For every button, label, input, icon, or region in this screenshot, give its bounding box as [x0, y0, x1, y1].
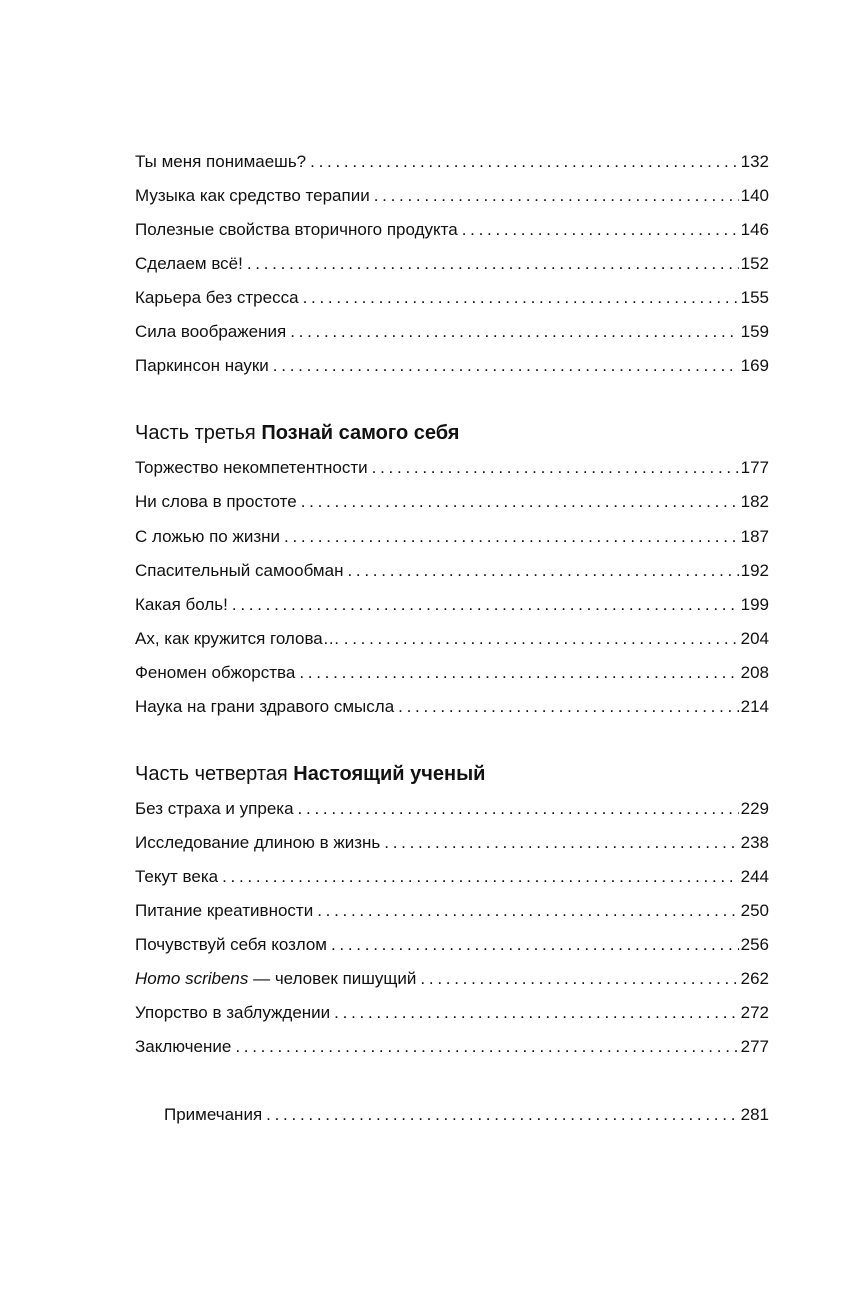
toc-entry — [135, 184, 769, 208]
entry-title: С ложью по жизни — [135, 527, 281, 546]
toc-entry — [135, 627, 769, 651]
dot-leader — [235, 1035, 738, 1059]
entry-title: Упорство в заблуждении — [135, 1003, 331, 1022]
toc-entry — [135, 490, 769, 514]
toc-entry — [135, 797, 769, 821]
dot-leader — [247, 252, 739, 276]
entry-title: Ты меня понимаешь? — [135, 152, 307, 171]
dot-leader — [301, 490, 739, 514]
entry-page: 208 — [740, 663, 769, 682]
dot-leader — [273, 354, 739, 378]
toc-entry — [135, 252, 769, 276]
entry-title: Заключение — [135, 1037, 232, 1056]
toc-entry — [135, 150, 769, 174]
toc-entry — [135, 525, 769, 549]
entry-page: 177 — [740, 458, 769, 477]
toc-entry — [135, 933, 769, 957]
entry-title: Сила воображения — [135, 322, 287, 341]
entry-title: Почувствуй себя козлом — [135, 935, 327, 954]
dot-leader — [298, 797, 739, 821]
entry-title: Ах, как кружится голова… — [135, 629, 340, 648]
entry-page: 155 — [740, 288, 769, 307]
entry-page: 214 — [740, 697, 769, 716]
part-label: Часть третья — [135, 422, 256, 444]
toc-entry — [135, 286, 769, 310]
dot-leader — [266, 1103, 738, 1127]
entry-page: 182 — [740, 492, 769, 511]
part-name: Настоящий ученый — [293, 763, 486, 785]
entry-title: Феномен обжорства — [135, 663, 296, 682]
entry-page: 169 — [740, 356, 769, 375]
entry-page: 204 — [740, 629, 769, 648]
dot-leader — [284, 525, 739, 549]
entry-title: Ни слова в простоте — [135, 492, 297, 511]
dot-leader — [334, 1001, 738, 1025]
dot-leader — [398, 695, 738, 719]
entry-page: 250 — [740, 901, 769, 920]
dot-leader — [372, 456, 739, 480]
entry-page: 132 — [740, 152, 769, 171]
entry-page: 277 — [740, 1037, 769, 1056]
part-name: Познай самого себя — [261, 422, 460, 444]
entry-title: Наука на грани здравого смысла — [135, 697, 395, 716]
dot-leader — [317, 899, 738, 923]
toc-entry — [135, 218, 769, 242]
entry-title: Полезные свойства вторичного продукта — [135, 220, 458, 239]
dot-leader — [232, 593, 739, 617]
entry-page: 140 — [740, 186, 769, 205]
entry-title — [135, 967, 420, 991]
toc-entry-notes — [164, 1103, 769, 1127]
toc-entry — [135, 831, 769, 855]
dot-leader — [290, 320, 738, 344]
dot-leader — [303, 286, 739, 310]
entry-title: Сделаем всё! — [135, 254, 243, 273]
dot-leader — [420, 967, 738, 991]
toc-entry — [135, 1035, 769, 1059]
entry-page: 229 — [740, 799, 769, 818]
entry-title-rest: — человек пишущий — [248, 969, 417, 988]
entry-page: 159 — [740, 322, 769, 341]
entry-page: 244 — [740, 867, 769, 886]
entry-title: Паркинсон науки — [135, 356, 269, 375]
entry-page: 152 — [740, 254, 769, 273]
dot-leader — [347, 559, 738, 583]
entry-page: 146 — [740, 220, 769, 239]
dot-leader — [462, 218, 739, 242]
dot-leader — [331, 933, 739, 957]
entry-title: Торжество некомпетентности — [135, 458, 368, 477]
toc-entry — [135, 695, 769, 719]
toc-entry — [135, 559, 769, 583]
entry-page: 192 — [740, 561, 769, 580]
dot-leader — [384, 831, 738, 855]
entry-title: Музыка как средство терапии — [135, 186, 370, 205]
part-label: Часть четвертая — [135, 763, 288, 785]
part-heading — [135, 419, 769, 447]
toc-entry — [135, 354, 769, 378]
dot-leader — [374, 184, 739, 208]
entry-title: Какая боль! — [135, 595, 228, 614]
entry-page: 281 — [740, 1105, 769, 1124]
dot-leader — [299, 661, 738, 685]
entry-title: Исследование длиною в жизнь — [135, 833, 381, 852]
entry-title: Текут века — [135, 867, 219, 886]
entry-page: 256 — [740, 935, 769, 954]
entry-title: Без страха и упрека — [135, 799, 294, 818]
toc-entry — [135, 967, 769, 991]
entry-title-italic: Homo scribens — [135, 969, 249, 988]
entry-title: Примечания — [164, 1105, 263, 1124]
dot-leader — [310, 150, 738, 174]
entry-page: 187 — [740, 527, 769, 546]
entry-page: 262 — [740, 969, 769, 988]
dot-leader — [344, 627, 739, 651]
toc-entry — [135, 899, 769, 923]
entry-title: Питание креативности — [135, 901, 314, 920]
entry-title: Спасительный самообман — [135, 561, 344, 580]
entry-page: 199 — [740, 595, 769, 614]
part-heading — [135, 760, 769, 788]
toc-entry — [135, 593, 769, 617]
toc-entry — [135, 1001, 769, 1025]
toc-entry — [135, 320, 769, 344]
entry-page: 238 — [740, 833, 769, 852]
toc-entry — [135, 456, 769, 480]
toc-entry — [135, 865, 769, 889]
entry-page: 272 — [740, 1003, 769, 1022]
toc-entry — [135, 661, 769, 685]
dot-leader — [222, 865, 739, 889]
entry-title: Карьера без стресса — [135, 288, 299, 307]
